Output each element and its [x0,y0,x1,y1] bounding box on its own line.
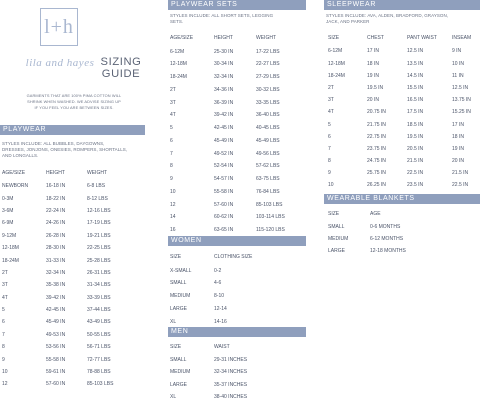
table-header-row [170,344,306,357]
column-header: HEIGHT [214,35,233,41]
table-cell: 17 IN [367,48,379,55]
table-cell: 21.5 IN [407,158,424,165]
table-row [328,122,478,134]
table-cell: 4T [2,294,8,301]
table-row [170,49,306,62]
table-cell: 36-39 IN [214,99,234,106]
table-row [170,112,306,125]
table-row [328,236,478,248]
table-cell: MEDIUM [170,293,191,300]
table-cell: 18-24M [2,257,19,264]
column-header: SIZE [328,35,340,41]
table-cell: 31-33 IN [46,257,66,264]
note-line: SHRINK WHEN WASHED. WE ADVISE SIZING UP [27,99,121,104]
table-cell: 19.5 IN [367,84,384,91]
table-cell: 12-18 MONTHS [370,248,406,255]
table-cell: 55-58 IN [214,188,234,195]
table-cell: 33-39 LBS [87,294,111,301]
men-section-header: MEN [168,327,306,337]
column-header: WEIGHT [87,170,107,176]
playwear-styles-description [2,141,127,160]
sleepwear-size-table [328,35,478,195]
table-cell: XL [170,394,177,400]
table-cell: 12-16 LBS [87,207,111,214]
table-row [328,85,478,97]
table-row [2,196,142,208]
table-row [2,220,142,232]
table-cell: 39-42 IN [214,112,234,119]
desc-line: STYLES INCLUDE: AVA, ALDEN, BRADFORD, GRAYSON, [326,13,449,18]
shrinkage-note [4,93,144,111]
playwear-sets-styles-description [170,13,273,25]
table-row [170,138,306,151]
table-row [170,151,306,164]
table-cell: 55-58 IN [46,356,66,363]
table-cell: 16.5 IN [407,97,424,104]
table-cell: 8-12 LBS [87,195,108,202]
table-cell: 12-18M [170,61,187,68]
table-cell: 12 [170,201,176,208]
table-header-row [328,211,478,224]
table-row [170,189,306,202]
table-row [328,170,478,182]
table-cell: 40-45 LBS [256,125,280,132]
table-cell: 50-55 LBS [87,331,111,338]
table-row [2,295,142,307]
table-row [2,307,142,319]
table-row [2,282,142,294]
table-cell: 19 IN [452,145,464,152]
table-cell: 49-53 IN [46,331,66,338]
table-cell: SMALL [328,223,345,230]
table-cell: 15.5 IN [407,84,424,91]
table-cell: 10 IN [452,60,464,67]
table-cell: 13.5 IN [407,60,424,67]
table-cell: 7 [170,150,173,157]
table-row [328,224,478,236]
table-cell: 53-56 IN [46,344,66,351]
table-cell: 27-29 LBS [256,74,280,81]
table-cell: 60-62 IN [214,214,234,221]
column-header: AGE [370,211,381,217]
table-cell: 6 [170,137,173,144]
table-cell: 12.5 IN [407,48,424,55]
table-cell: 21.5 IN [452,170,469,177]
table-cell: 19 IN [367,72,379,79]
note-line: GARMENTS THAT ARE 100% PIMA COTTON WILL [26,93,122,98]
table-cell: 15.25 IN [452,109,471,116]
table-cell: 22-27 LBS [256,61,280,68]
table-cell: 2T [170,86,176,93]
table-cell: 3T [2,282,8,289]
table-cell: LARGE [170,381,187,388]
table-row [2,245,142,257]
table-cell: 32-34 INCHES [214,369,248,376]
table-cell: 17-19 LBS [87,220,111,227]
table-row [170,293,306,306]
table-cell: 42-45 IN [46,307,66,314]
table-row [170,268,306,281]
table-cell: SMALL [170,280,187,287]
table-cell: MEDIUM [328,235,349,242]
table-cell: 18 IN [452,133,464,140]
table-row [328,182,478,194]
table-cell: 10 [170,188,176,195]
table-cell: 20 IN [367,97,379,104]
table-row [170,394,306,400]
table-cell: 45-49 IN [214,137,234,144]
table-header-row [170,254,306,268]
table-cell: 9-12M [2,232,17,239]
table-cell: 76-84 LBS [256,188,280,195]
table-cell: 8 [170,163,173,170]
table-cell: 6-12 MONTHS [370,235,404,242]
table-cell: 18 IN [367,60,379,67]
table-cell: 8-10 [214,293,225,300]
table-cell: 49-56 LBS [256,150,280,157]
table-cell: 4T [170,112,176,119]
table-cell: 5 [328,121,331,128]
table-cell: 6-9M [2,220,14,227]
table-cell: 26-31 LBS [87,269,111,276]
table-cell: 22-25 LBS [87,245,111,252]
table-cell: 18.5 IN [407,121,424,128]
table-cell: 57-62 LBS [256,163,280,170]
table-cell: 14-16 [214,318,227,325]
table-cell: 42-45 IN [214,125,234,132]
table-cell: 57-60 IN [214,201,234,208]
desc-line: JACK, AND PARKER [326,19,370,25]
table-cell: 32-34 IN [46,269,66,276]
table-cell: XL [170,318,177,325]
table-cell: 39-42 IN [46,294,66,301]
table-cell: 0-3M [2,195,14,202]
table-cell: 38-40 INCHES [214,394,248,400]
table-cell: 26.25 IN [367,182,386,189]
table-row [328,48,478,60]
wearable-blankets-section-header: WEARABLE BLANKETS [324,194,480,204]
table-cell: 23.5 IN [407,182,424,189]
table-cell: 37-44 LBS [87,307,111,314]
desc-line: STYLES INCLUDE: ALL SHORT SETS, LEGGING [170,13,274,18]
table-cell: 20.75 IN [367,109,386,116]
column-header: AGE/SIZE [2,170,26,176]
table-cell: 24-26 IN [46,220,66,227]
table-cell: 12-18M [328,60,345,67]
column-header: WEIGHT [256,35,276,41]
column-header: SIZE [170,344,182,350]
table-cell: 43-49 LBS [87,319,111,326]
table-row [2,319,142,331]
table-row [328,146,478,158]
table-cell: 26-28 IN [46,232,66,239]
table-row [2,357,142,369]
table-row [170,369,306,382]
table-cell: 34-36 IN [214,86,234,93]
table-cell: 18-22 IN [46,195,66,202]
table-cell: 24.75 IN [367,158,386,165]
brand-name: lila and hayes [25,57,95,69]
table-cell: 16-18 IN [46,183,66,190]
men-size-table [170,344,306,400]
table-cell: 57-60 IN [46,381,66,388]
table-cell: 14 [170,214,176,221]
table-cell: 85-103 LBS [87,381,114,388]
playwear-sets-section-header: PLAYWEAR SETS [168,0,306,10]
column-header: AGE/SIZE [170,35,194,41]
table-cell: 22.75 IN [367,133,386,140]
table-cell: 12.5 IN [452,84,469,91]
table-cell: 18-24M [328,72,345,79]
table-cell: 19.5 IN [407,133,424,140]
sleepwear-section-header: SLEEPWEAR [324,0,480,10]
table-cell: 103-114 LBS [256,214,285,221]
column-header: HEIGHT [46,170,65,176]
sleepwear-styles-description [326,13,448,25]
table-cell: 22.5 IN [452,182,469,189]
table-cell: 85-103 LBS [256,201,283,208]
table-cell: 59-61 IN [46,369,66,376]
table-cell: 6-12M [170,48,185,55]
table-cell: 22-24 IN [46,207,66,214]
table-row [170,382,306,395]
table-cell: 63-65 IN [214,227,234,234]
table-row [2,270,142,282]
table-cell: 28-30 IN [46,245,66,252]
table-cell: 35-37 INCHES [214,381,248,388]
table-row [170,163,306,176]
table-cell: 20 IN [452,158,464,165]
table-cell: 36-40 LBS [256,112,280,119]
table-row [328,134,478,146]
playwear-section-header: PLAYWEAR [0,125,145,135]
column-header: SIZE [170,254,182,260]
table-cell: 17.5 IN [407,109,424,116]
table-cell: 20.5 IN [407,145,424,152]
table-row [328,61,478,73]
table-cell: 11 IN [452,72,464,79]
column-header: INSEAM [452,35,472,41]
playwear-sets-size-table [170,35,306,240]
table-row [170,125,306,138]
table-cell: 25-28 LBS [87,257,111,264]
table-cell: SMALL [170,356,187,363]
table-cell: 32-34 IN [214,74,234,81]
table-cell: 25-30 IN [214,48,234,55]
table-row [2,233,142,245]
note-line: IF YOU FEEL YOU ARE BETWEEN SIZES. [34,105,114,110]
table-cell: 30-34 IN [214,61,234,68]
page-title-line: GUIDE [101,68,141,80]
table-cell: 19-21 LBS [87,232,111,239]
table-row [2,344,142,356]
table-row [328,97,478,109]
table-cell: 3-6M [2,207,14,214]
table-cell: 12-18M [2,245,19,252]
table-cell: 6-12M [328,48,343,55]
table-cell: 25.75 IN [367,170,386,177]
table-cell: 2T [328,84,334,91]
table-row [170,306,306,319]
table-cell: 5 [2,307,5,314]
table-cell: 13.75 IN [452,97,471,104]
table-row [328,158,478,170]
table-cell: 35-38 IN [46,282,66,289]
table-cell: 3T [170,99,176,106]
table-cell: 0-2 [214,267,222,274]
table-cell: 21.75 IN [367,121,386,128]
women-size-table [170,254,306,332]
table-cell: NEWBORN [2,183,29,190]
table-row [170,202,306,215]
table-cell: 45-49 LBS [256,137,280,144]
table-row [170,214,306,227]
table-row [170,176,306,189]
table-cell: 2T [2,269,8,276]
desc-line: DRESSES, JONJONS, ONESIES, ROMPERS, SHORTALLS, [2,147,128,153]
table-cell: 30-32 LBS [256,86,280,93]
table-cell: 78-88 LBS [87,369,111,376]
table-cell: 18-24M [170,74,187,81]
table-row [328,109,478,121]
column-header: PANT WAIST [407,35,437,41]
table-cell: 14.5 IN [407,72,424,79]
wearable-blankets-size-table [328,211,478,260]
table-header-row [328,35,478,48]
desc-line: STYLES INCLUDE: ALL BUBBLES, DAYGOWNS, [2,141,105,146]
table-cell: 6 [2,319,5,326]
table-cell: MEDIUM [170,369,191,376]
table-cell: 4T [328,109,334,116]
table-row [2,381,142,393]
table-cell: 0-6 MONTHS [370,223,401,230]
table-cell: 45-49 IN [46,319,66,326]
table-cell: LARGE [328,248,345,255]
column-header: CHEST [367,35,384,41]
table-row [328,73,478,85]
table-cell: 29-31 INCHES [214,356,248,363]
table-row [170,357,306,370]
table-cell: 49-52 IN [214,150,234,157]
table-cell: 9 [2,356,5,363]
table-cell: 6-8 LBS [87,183,106,190]
table-cell: 10 [2,369,8,376]
table-cell: 12-14 [214,305,227,312]
table-cell: 23.75 IN [367,145,386,152]
table-cell: 7 [328,145,331,152]
table-cell: 7 [2,331,5,338]
table-cell: 12 [2,381,8,388]
table-row [2,208,142,220]
playwear-size-table [2,170,142,394]
brand-monogram: l+h [40,8,78,46]
table-row [170,61,306,74]
table-cell: 5 [170,125,173,132]
table-cell: 72-77 LBS [87,356,111,363]
table-row [170,87,306,100]
column-header: CLOTHING SIZE [214,254,253,260]
table-cell: 31-34 LBS [87,282,111,289]
table-cell: 9 [170,176,173,183]
table-cell: 8 [2,344,5,351]
table-cell: 33-35 LBS [256,99,280,106]
table-cell: LARGE [170,305,187,312]
table-cell: 9 [328,170,331,177]
table-cell: 17-22 LBS [256,48,280,55]
table-cell: 3T [328,97,334,104]
table-cell: 56-71 LBS [87,344,111,351]
table-cell: 17 IN [452,121,464,128]
table-cell: 54-57 IN [214,176,234,183]
page-title [93,56,149,80]
table-cell: 10 [328,182,334,189]
table-cell: 4-6 [214,280,222,287]
table-cell: 9 IN [452,48,462,55]
column-header: WAIST [214,344,230,350]
table-cell: 52-54 IN [214,163,234,170]
table-row [2,332,142,344]
table-row [2,183,142,195]
table-cell: 22.5 IN [407,170,424,177]
women-section-header: WOMEN [168,236,306,246]
desc-line: AND LONGALLS. [2,153,39,159]
table-row [2,369,142,381]
table-header-row [170,35,306,49]
table-cell: 115-120 LBS [256,227,285,234]
table-row [170,74,306,87]
table-cell: 16 [170,227,176,234]
table-row [328,248,478,260]
column-header: SIZE [328,211,340,217]
table-cell: 63-75 LBS [256,176,280,183]
desc-line: SETS. [170,19,184,25]
table-row [170,100,306,113]
table-cell: X-SMALL [170,267,192,274]
table-row [170,280,306,293]
table-cell: 6 [328,133,331,140]
table-header-row [2,170,142,183]
page-title-line: SIZING [100,56,142,68]
table-cell: 8 [328,158,331,165]
table-row [2,258,142,270]
